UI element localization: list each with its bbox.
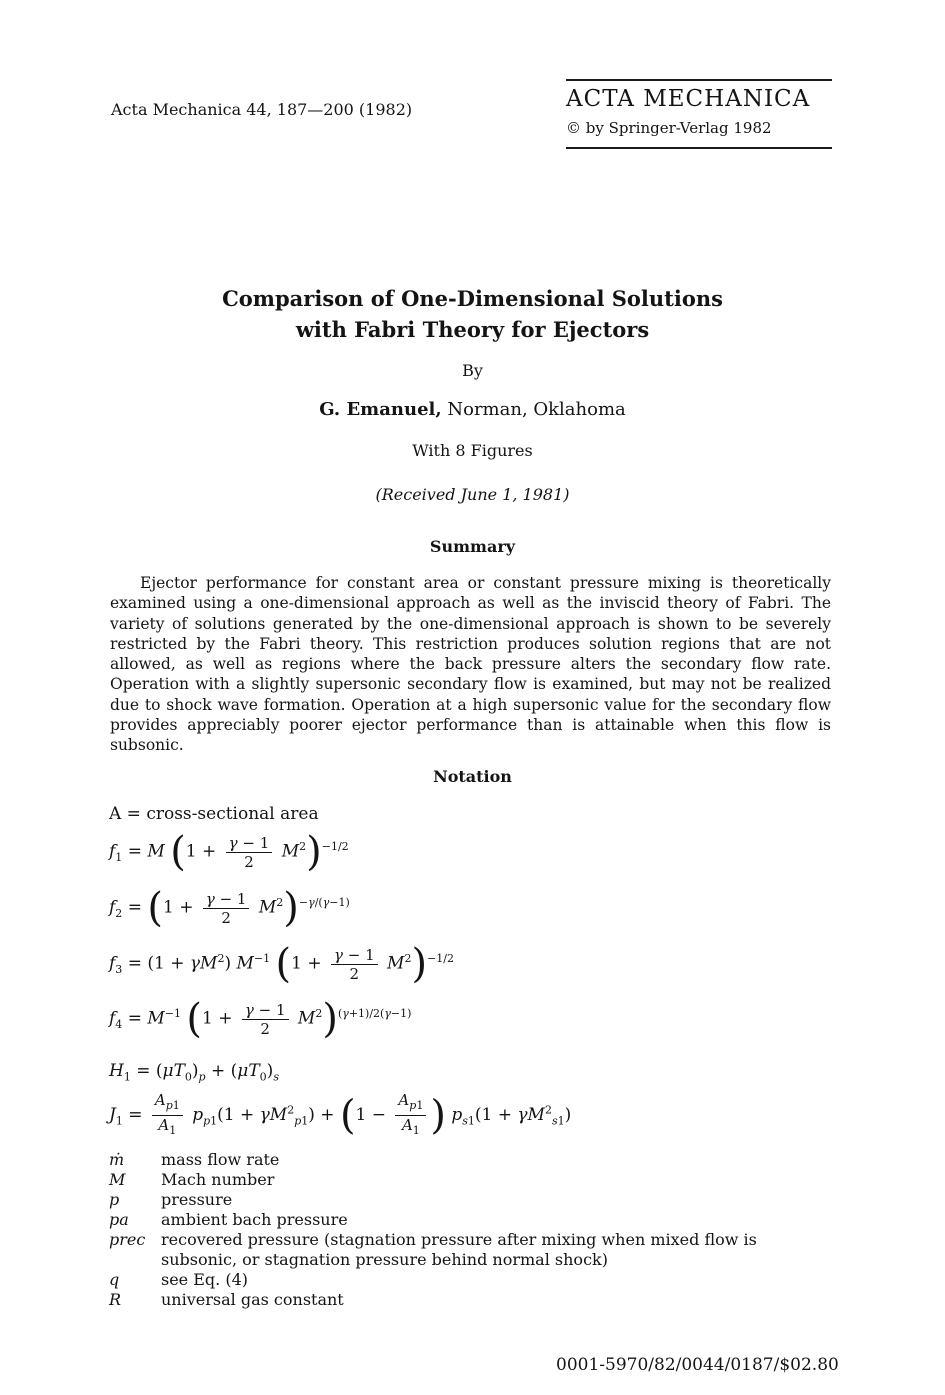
notation-area-definition: A = cross-sectional area <box>109 804 319 824</box>
header-rule-top <box>566 79 832 81</box>
notation-row <box>109 1210 834 1230</box>
author-name: G. Emanuel, <box>319 399 442 420</box>
notation-row <box>109 1170 834 1190</box>
author-line <box>0 399 945 420</box>
notation-row <box>109 1190 834 1210</box>
figure-count: With 8 Figures <box>412 441 533 460</box>
equation-f3: $f_3 = (1 + \gamma M^2)$ $M^{-1}$ (1 + $\frac{\gamma - 1}{2}$ $M^2)^{-1/2}$ <box>109 941 454 987</box>
notation-row <box>109 1270 834 1290</box>
notation-row <box>109 1290 834 1310</box>
notation-heading: Notation <box>433 767 512 786</box>
notation-description: ambient bach pressure <box>161 1210 348 1229</box>
received-date: (Received June 1, 1981) <box>375 485 570 504</box>
equation-j1: $J_1$ = $\frac{A_{p1}}{A_1}$ $p_{p1}(1 + \gamma M^2_{p1}) + (1$ − $\frac{A_{p1}}{A_1}$ ) $p_{s1}(1 + \gamma M^2_{s1})$ <box>109 1091 572 1139</box>
notation-symbol: p <box>109 1190 120 1209</box>
journal-citation: Acta Mechanica 44, 187—200 (1982) <box>111 100 413 119</box>
notation-description: universal gas constant <box>161 1290 344 1309</box>
article-title-line-1: Comparison of One-Dimensional Solutions <box>222 286 723 311</box>
copyright-line: © by Springer-Verlag 1982 <box>566 119 772 137</box>
notation-description: pressure <box>161 1190 233 1209</box>
summary-text: Ejector performance for constant area or constant pressure mixing is theoretically examined using a one-dimensional approach as well as the inviscid theory of Fabri. The variety of solutions generated by the one-dimensional approach is shown to be severely restricted by the Fabri theory. This restriction produces solution regions that are not allowed, as well as regions where the back pressure alters the secondary flow rate. Operation with a slightly supersonic secondary flow is examined, but may not be realized due to shock wave formation. Operation at a high supersonic value for the secondary flow provides appreciably poorer ejector performance than is attainable when this flow is subsonic. <box>110 574 831 755</box>
article-code: 0001-5970/82/0044/0187/$02.80 <box>556 1355 839 1375</box>
equation-h1: $H_1 = (\mu T_0)_p + (\mu T_0)_s$ <box>109 1061 279 1084</box>
equation-f4: $f_4 = M^{-1}$ (1 + $\frac{\gamma - 1}{2}$ $M^2)^{(\gamma+1)/2(\gamma-1)}$ <box>109 996 412 1042</box>
notation-symbol: M <box>109 1170 126 1189</box>
notation-symbol: q <box>109 1270 120 1289</box>
notation-description: see Eq. (4) <box>161 1270 248 1289</box>
notation-row <box>109 1230 834 1270</box>
summary-heading: Summary <box>429 537 516 556</box>
notation-description: mass flow rate <box>161 1150 280 1169</box>
notation-symbol: prec <box>109 1230 146 1249</box>
notation-description: Mach number <box>161 1170 275 1189</box>
equation-f2: $f_2 = (1$ + $\frac{\gamma - 1}{2}$ $M^2)^{-\gamma/(\gamma-1)}$ <box>109 885 350 931</box>
by-line: By <box>462 361 483 380</box>
notation-row <box>109 1150 834 1170</box>
journal-name: ACTA MECHANICA <box>566 86 811 112</box>
header-rule-bottom <box>566 147 832 149</box>
notation-symbol: pa <box>109 1210 129 1229</box>
author-location: Norman, Oklahoma <box>441 399 626 420</box>
notation-symbol: R <box>109 1290 122 1309</box>
notation-symbol: ṁ <box>109 1150 125 1169</box>
notation-description: recovered pressure (stagnation pressure after mixing when mixed flow is subsonic, or stagnation pressure behind normal shock) <box>161 1230 757 1269</box>
equation-f1: $f_1 = M$ (1 + $\frac{\gamma - 1}{2}$ $M^2)^{-1/2}$ <box>109 829 349 875</box>
article-title-line-2: with Fabri Theory for Ejectors <box>295 317 650 342</box>
